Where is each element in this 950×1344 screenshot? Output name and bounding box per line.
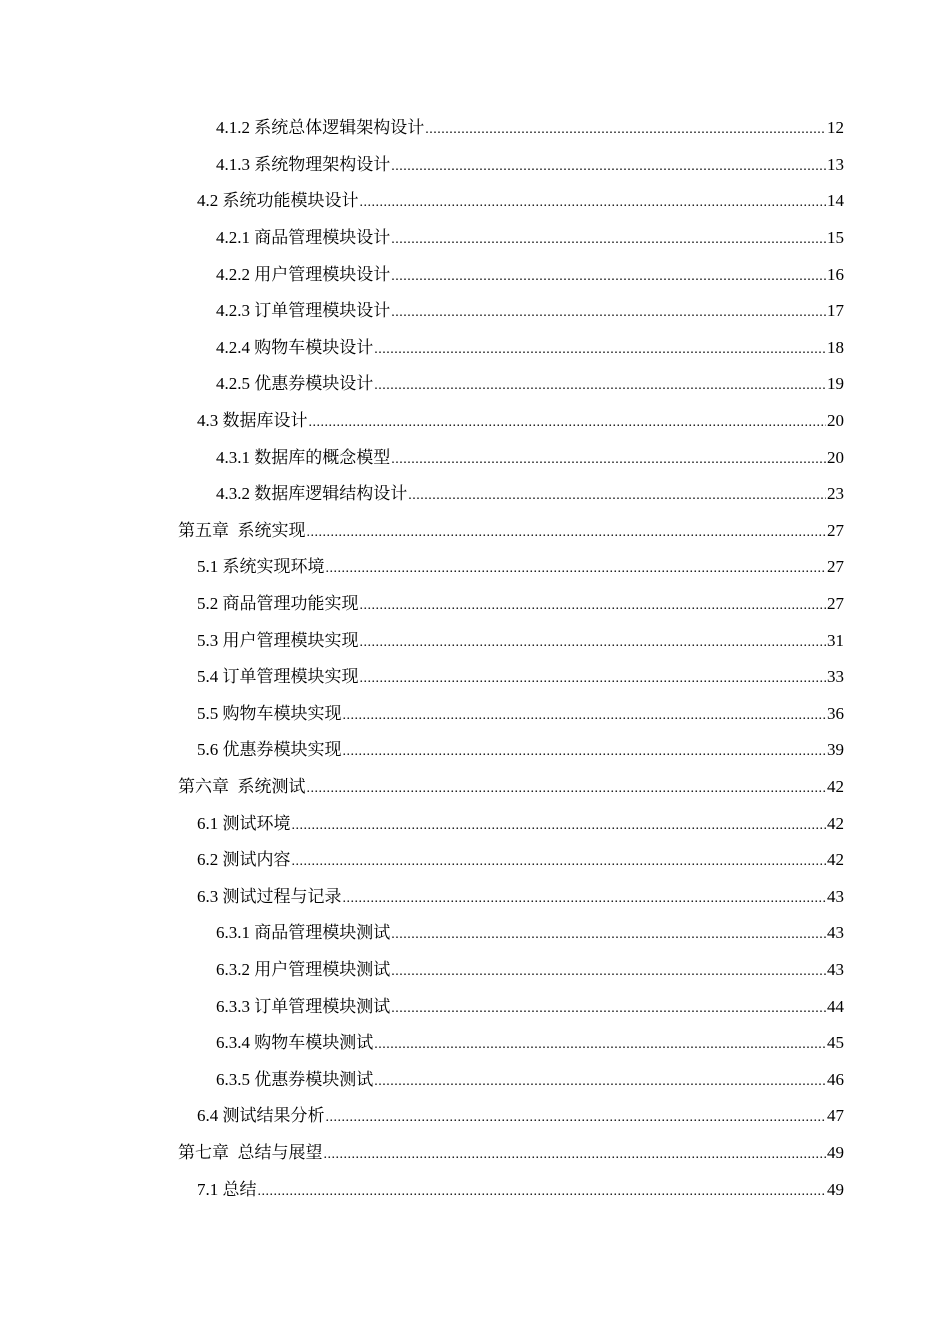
toc-entry-line bbox=[216, 924, 844, 942]
toc-dot-leader bbox=[425, 123, 826, 137]
toc-entry-line bbox=[197, 595, 844, 613]
toc-entry-page-number: 20 bbox=[827, 411, 844, 431]
toc-dot-leader bbox=[374, 1038, 826, 1052]
toc-entry-page-number: 46 bbox=[827, 1069, 844, 1089]
toc-dot-leader bbox=[374, 343, 826, 357]
toc-entry-page-number: 23 bbox=[827, 484, 844, 504]
toc-entry[interactable] bbox=[0, 1025, 950, 1062]
toc-dot-leader bbox=[391, 160, 826, 174]
toc-entry[interactable] bbox=[0, 622, 950, 659]
toc-entry-title: 5.2 商品管理功能实现 bbox=[197, 594, 359, 614]
toc-dot-leader bbox=[343, 745, 827, 759]
toc-entry-line bbox=[216, 998, 844, 1016]
toc-entry-page-number: 42 bbox=[827, 850, 844, 870]
toc-entry[interactable] bbox=[0, 183, 950, 220]
toc-entry[interactable] bbox=[0, 293, 950, 330]
toc-dot-leader bbox=[360, 672, 827, 686]
toc-entry-title: 6.3.1 商品管理模块测试 bbox=[216, 923, 391, 943]
toc-entry[interactable] bbox=[0, 915, 950, 952]
toc-entry-line bbox=[216, 1034, 844, 1052]
toc-entry-line bbox=[178, 1144, 844, 1162]
toc-entry-page-number: 12 bbox=[827, 118, 844, 138]
toc-entry-page-number: 13 bbox=[827, 154, 844, 174]
toc-entry-line bbox=[197, 705, 844, 723]
toc-dot-leader bbox=[391, 453, 826, 467]
toc-dot-leader bbox=[391, 1002, 826, 1016]
toc-entry-line bbox=[197, 192, 844, 210]
toc-dot-leader bbox=[391, 928, 826, 942]
toc-entry-page-number: 42 bbox=[827, 813, 844, 833]
toc-entry-line bbox=[216, 375, 844, 393]
toc-dot-leader bbox=[391, 965, 826, 979]
toc-dot-leader bbox=[343, 709, 827, 723]
toc-entry-title: 4.2.5 优惠券模块设计 bbox=[216, 374, 374, 394]
toc-entry-title: 4.2 系统功能模块设计 bbox=[197, 191, 359, 211]
toc-entry-page-number: 43 bbox=[827, 923, 844, 943]
toc-entry-title: 6.3.2 用户管理模块测试 bbox=[216, 959, 391, 979]
toc-entry-page-number: 42 bbox=[827, 776, 844, 796]
toc-entry[interactable] bbox=[0, 988, 950, 1025]
toc-entry-line bbox=[197, 815, 844, 833]
toc-entry[interactable] bbox=[0, 330, 950, 367]
toc-entry-line bbox=[197, 741, 844, 759]
toc-entry-page-number: 15 bbox=[827, 228, 844, 248]
toc-dot-leader bbox=[391, 306, 826, 320]
toc-entry-title: 4.2.3 订单管理模块设计 bbox=[216, 301, 391, 321]
toc-entry-title: 6.3 测试过程与记录 bbox=[197, 886, 342, 906]
toc-entry-page-number: 49 bbox=[827, 1142, 844, 1162]
toc-dot-leader bbox=[343, 892, 827, 906]
toc-dot-leader bbox=[309, 416, 827, 430]
toc-entry-page-number: 20 bbox=[827, 447, 844, 467]
toc-dot-leader bbox=[374, 379, 826, 393]
toc-entry[interactable] bbox=[0, 769, 950, 806]
toc-entry-title: 4.1.3 系统物理架构设计 bbox=[216, 154, 391, 174]
toc-entry[interactable] bbox=[0, 1171, 950, 1208]
toc-entry-page-number: 44 bbox=[827, 996, 844, 1016]
toc-dot-leader bbox=[360, 599, 827, 613]
toc-entry-page-number: 49 bbox=[827, 1179, 844, 1199]
toc-entry-line bbox=[197, 558, 844, 576]
toc-entry-page-number: 33 bbox=[827, 667, 844, 687]
toc-entry-page-number: 31 bbox=[827, 630, 844, 650]
toc-entry[interactable] bbox=[0, 878, 950, 915]
toc-entry-line bbox=[197, 1107, 844, 1125]
toc-entry-title: 5.1 系统实现环境 bbox=[197, 557, 325, 577]
toc-dot-leader bbox=[326, 1111, 827, 1125]
toc-entry-title: 4.1.2 系统总体逻辑架构设计 bbox=[216, 118, 425, 138]
toc-entry-line bbox=[197, 851, 844, 869]
toc-entry-line bbox=[178, 522, 844, 540]
toc-entry[interactable] bbox=[0, 549, 950, 586]
toc-entry-page-number: 16 bbox=[827, 264, 844, 284]
toc-entry-line bbox=[197, 412, 844, 430]
toc-entry-page-number: 39 bbox=[827, 740, 844, 760]
toc-entry[interactable] bbox=[0, 147, 950, 184]
toc-entry-title: 5.4 订单管理模块实现 bbox=[197, 667, 359, 687]
toc-dot-leader bbox=[326, 562, 827, 576]
toc-dot-leader bbox=[307, 526, 827, 540]
toc-entry-title: 第六章 系统测试 bbox=[178, 776, 306, 796]
toc-entry-line bbox=[216, 229, 844, 247]
toc-entry-line bbox=[197, 888, 844, 906]
toc-entry-page-number: 45 bbox=[827, 1033, 844, 1053]
toc-entry-line bbox=[216, 1071, 844, 1089]
toc-entry[interactable] bbox=[0, 366, 950, 403]
toc-dot-leader bbox=[360, 636, 827, 650]
toc-entry[interactable] bbox=[0, 952, 950, 989]
toc-entry[interactable] bbox=[0, 842, 950, 879]
toc-entry-page-number: 43 bbox=[827, 886, 844, 906]
toc-dot-leader bbox=[324, 1148, 827, 1162]
toc-entry-title: 5.5 购物车模块实现 bbox=[197, 703, 342, 723]
toc-entry-page-number: 36 bbox=[827, 703, 844, 723]
toc-entry-title: 4.3 数据库设计 bbox=[197, 411, 308, 431]
toc-entry-line bbox=[216, 961, 844, 979]
toc-entry-line bbox=[216, 302, 844, 320]
toc-entry-page-number: 27 bbox=[827, 594, 844, 614]
toc-entry[interactable] bbox=[0, 1135, 950, 1172]
toc-entry-line bbox=[197, 668, 844, 686]
toc-entry-page-number: 19 bbox=[827, 374, 844, 394]
toc-dot-leader bbox=[258, 1185, 827, 1199]
toc-entry[interactable] bbox=[0, 586, 950, 623]
toc-entry[interactable] bbox=[0, 1061, 950, 1098]
toc-entry-title: 4.3.2 数据库逻辑结构设计 bbox=[216, 484, 408, 504]
toc-entry-title: 4.3.1 数据库的概念模型 bbox=[216, 447, 391, 467]
toc-entry-title: 5.6 优惠券模块实现 bbox=[197, 740, 342, 760]
toc-entry-page-number: 47 bbox=[827, 1106, 844, 1126]
toc-entry-line bbox=[216, 339, 844, 357]
toc-entry-page-number: 18 bbox=[827, 337, 844, 357]
toc-entry[interactable] bbox=[0, 476, 950, 513]
toc-entry-title: 6.3.4 购物车模块测试 bbox=[216, 1033, 374, 1053]
toc-entry-line bbox=[178, 778, 844, 796]
toc-entry[interactable] bbox=[0, 256, 950, 293]
toc-entry[interactable] bbox=[0, 439, 950, 476]
toc-entry-line bbox=[216, 449, 844, 467]
toc-entry-line bbox=[216, 266, 844, 284]
toc-entry[interactable] bbox=[0, 659, 950, 696]
toc-entry-line bbox=[216, 485, 844, 503]
toc-entry[interactable] bbox=[0, 696, 950, 733]
toc-entry-page-number: 17 bbox=[827, 301, 844, 321]
toc-entry-title: 第五章 系统实现 bbox=[178, 520, 306, 540]
table-of-contents bbox=[0, 110, 950, 1208]
toc-dot-leader bbox=[408, 489, 826, 503]
toc-entry-page-number: 27 bbox=[827, 520, 844, 540]
toc-entry-title: 4.2.2 用户管理模块设计 bbox=[216, 264, 391, 284]
toc-entry-title: 6.2 测试内容 bbox=[197, 850, 291, 870]
toc-entry[interactable] bbox=[0, 513, 950, 550]
toc-entry-line bbox=[216, 156, 844, 174]
toc-entry[interactable] bbox=[0, 1098, 950, 1135]
toc-entry[interactable] bbox=[0, 403, 950, 440]
toc-entry-title: 6.1 测试环境 bbox=[197, 813, 291, 833]
toc-entry[interactable] bbox=[0, 220, 950, 257]
toc-dot-leader bbox=[292, 855, 827, 869]
toc-dot-leader bbox=[374, 1075, 826, 1089]
toc-entry[interactable] bbox=[0, 805, 950, 842]
toc-entry[interactable] bbox=[0, 732, 950, 769]
toc-entry-title: 5.3 用户管理模块实现 bbox=[197, 630, 359, 650]
toc-entry-page-number: 14 bbox=[827, 191, 844, 211]
toc-entry-page-number: 27 bbox=[827, 557, 844, 577]
toc-dot-leader bbox=[391, 270, 826, 284]
toc-entry-title: 6.4 测试结果分析 bbox=[197, 1106, 325, 1126]
toc-entry-title: 第七章 总结与展望 bbox=[178, 1142, 323, 1162]
toc-dot-leader bbox=[360, 196, 827, 210]
toc-dot-leader bbox=[292, 819, 827, 833]
toc-entry-title: 6.3.3 订单管理模块测试 bbox=[216, 996, 391, 1016]
toc-entry-title: 7.1 总结 bbox=[197, 1179, 257, 1199]
toc-entry-title: 6.3.5 优惠券模块测试 bbox=[216, 1069, 374, 1089]
toc-entry-title: 4.2.1 商品管理模块设计 bbox=[216, 228, 391, 248]
toc-dot-leader bbox=[391, 233, 826, 247]
toc-entry-line bbox=[197, 1181, 844, 1199]
toc-entry-title: 4.2.4 购物车模块设计 bbox=[216, 337, 374, 357]
toc-entry-line bbox=[197, 632, 844, 650]
toc-entry[interactable] bbox=[0, 110, 950, 147]
toc-entry-line bbox=[216, 119, 844, 137]
toc-dot-leader bbox=[307, 782, 827, 796]
toc-entry-page-number: 43 bbox=[827, 959, 844, 979]
